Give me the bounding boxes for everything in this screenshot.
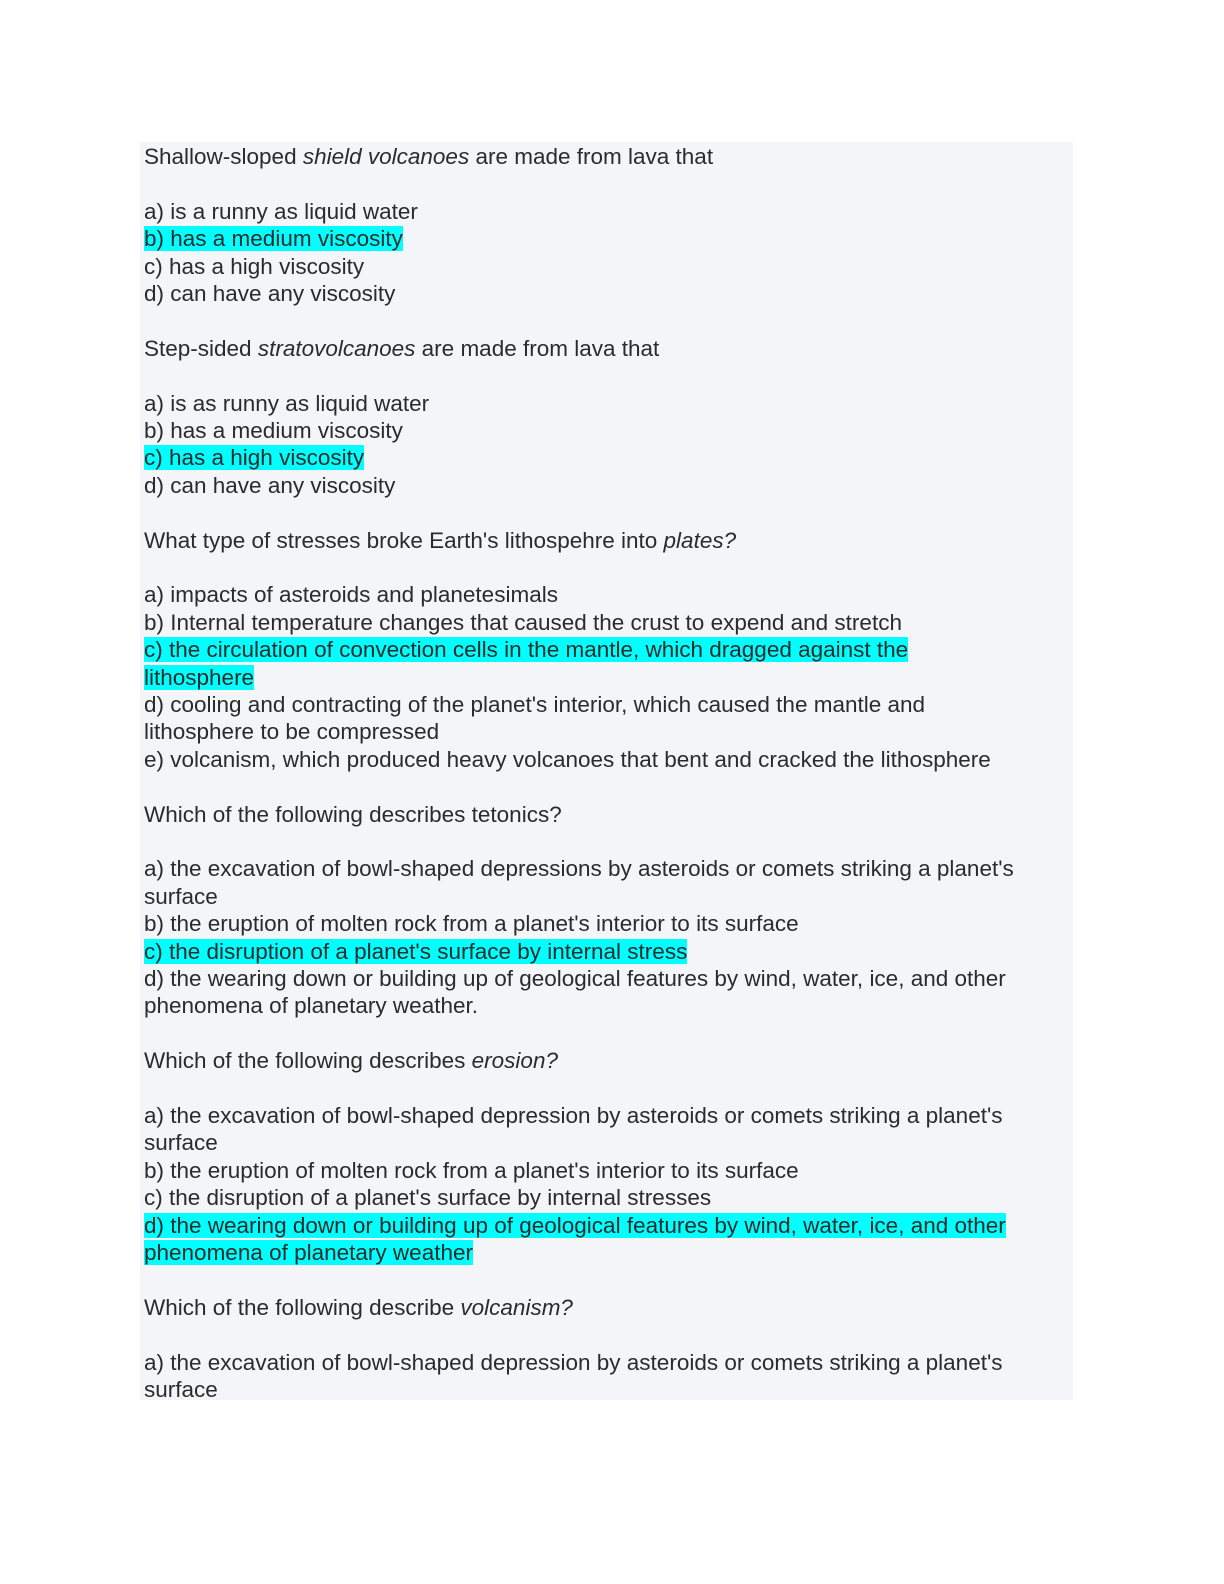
answer-option: phenomena of planetary weather. [144,993,478,1019]
question-6 [144,1294,1069,1404]
answer-option-highlighted: phenomena of planetary weather [144,1240,473,1266]
answer-options [144,855,1069,1019]
answer-option-highlighted: c) has a high viscosity [144,445,365,471]
answer-option: b) the eruption of molten rock from a planet's interior to its surface [144,911,799,937]
answer-option: d) cooling and contracting of the planet's interior, which caused the mantle and [144,692,926,718]
answer-option: surface [144,1130,218,1156]
answer-option: d) can have any viscosity [144,281,396,307]
answer-option: a) is as runny as liquid water [144,390,430,416]
answer-option: b) has a medium viscosity [144,418,403,444]
answer-options [144,1102,1069,1266]
answer-option: c) has a high viscosity [144,253,365,279]
question-3 [144,527,1069,774]
answer-option: e) volcanism, which produced heavy volcanoes that bent and cracked the lithosphere [144,746,991,772]
question-stem: Step-sided stratovolcanoes are made from lava that [144,335,660,361]
answer-options [144,198,1069,308]
question-stem: Which of the following describes erosion? [144,1048,558,1074]
answer-option: b) Internal temperature changes that caused the crust to expend and stretch [144,609,902,635]
quiz-content-block [140,142,1073,1403]
answer-option: surface [144,1377,218,1403]
answer-option-highlighted: b) has a medium viscosity [144,226,403,252]
answer-option: a) impacts of asteroids and planetesimals [144,582,558,608]
answer-option-highlighted: c) the disruption of a planet's surface by internal stress [144,938,688,964]
answer-option-highlighted: d) the wearing down or building up of geological features by wind, water, ice, and other [144,1212,1006,1238]
question-4 [144,801,1069,1020]
answer-option: a) the excavation of bowl-shaped depression by asteroids or comets striking a planet's [144,1349,1003,1375]
answer-option: surface [144,883,218,909]
answer-options [144,1349,1069,1404]
answer-option-highlighted: lithosphere [144,664,255,690]
answer-option: a) is a runny as liquid water [144,198,418,224]
answer-option: b) the eruption of molten rock from a planet's interior to its surface [144,1157,799,1183]
answer-option: d) can have any viscosity [144,472,396,498]
question-5 [144,1047,1069,1266]
answer-options [144,581,1069,773]
question-2 [144,335,1069,499]
question-stem: Which of the following describes tetonics? [144,801,562,827]
question-1 [144,142,1069,307]
answer-options [144,390,1069,500]
question-stem: Shallow-sloped shield volcanoes are made from lava that [144,144,714,169]
question-stem: Which of the following describe volcanism? [144,1294,573,1320]
answer-option: d) the wearing down or building up of geological features by wind, water, ice, and other [144,966,1006,992]
answer-option: c) the disruption of a planet's surface by internal stresses [144,1185,712,1211]
question-stem: What type of stresses broke Earth's lithospehre into plates? [144,527,737,553]
answer-option-highlighted: c) the circulation of convection cells in the mantle, which dragged against the [144,637,909,663]
answer-option: a) the excavation of bowl-shaped depressions by asteroids or comets striking a planet's [144,856,1014,882]
answer-option: a) the excavation of bowl-shaped depression by asteroids or comets striking a planet's [144,1103,1003,1129]
answer-option: lithosphere to be compressed [144,719,440,745]
